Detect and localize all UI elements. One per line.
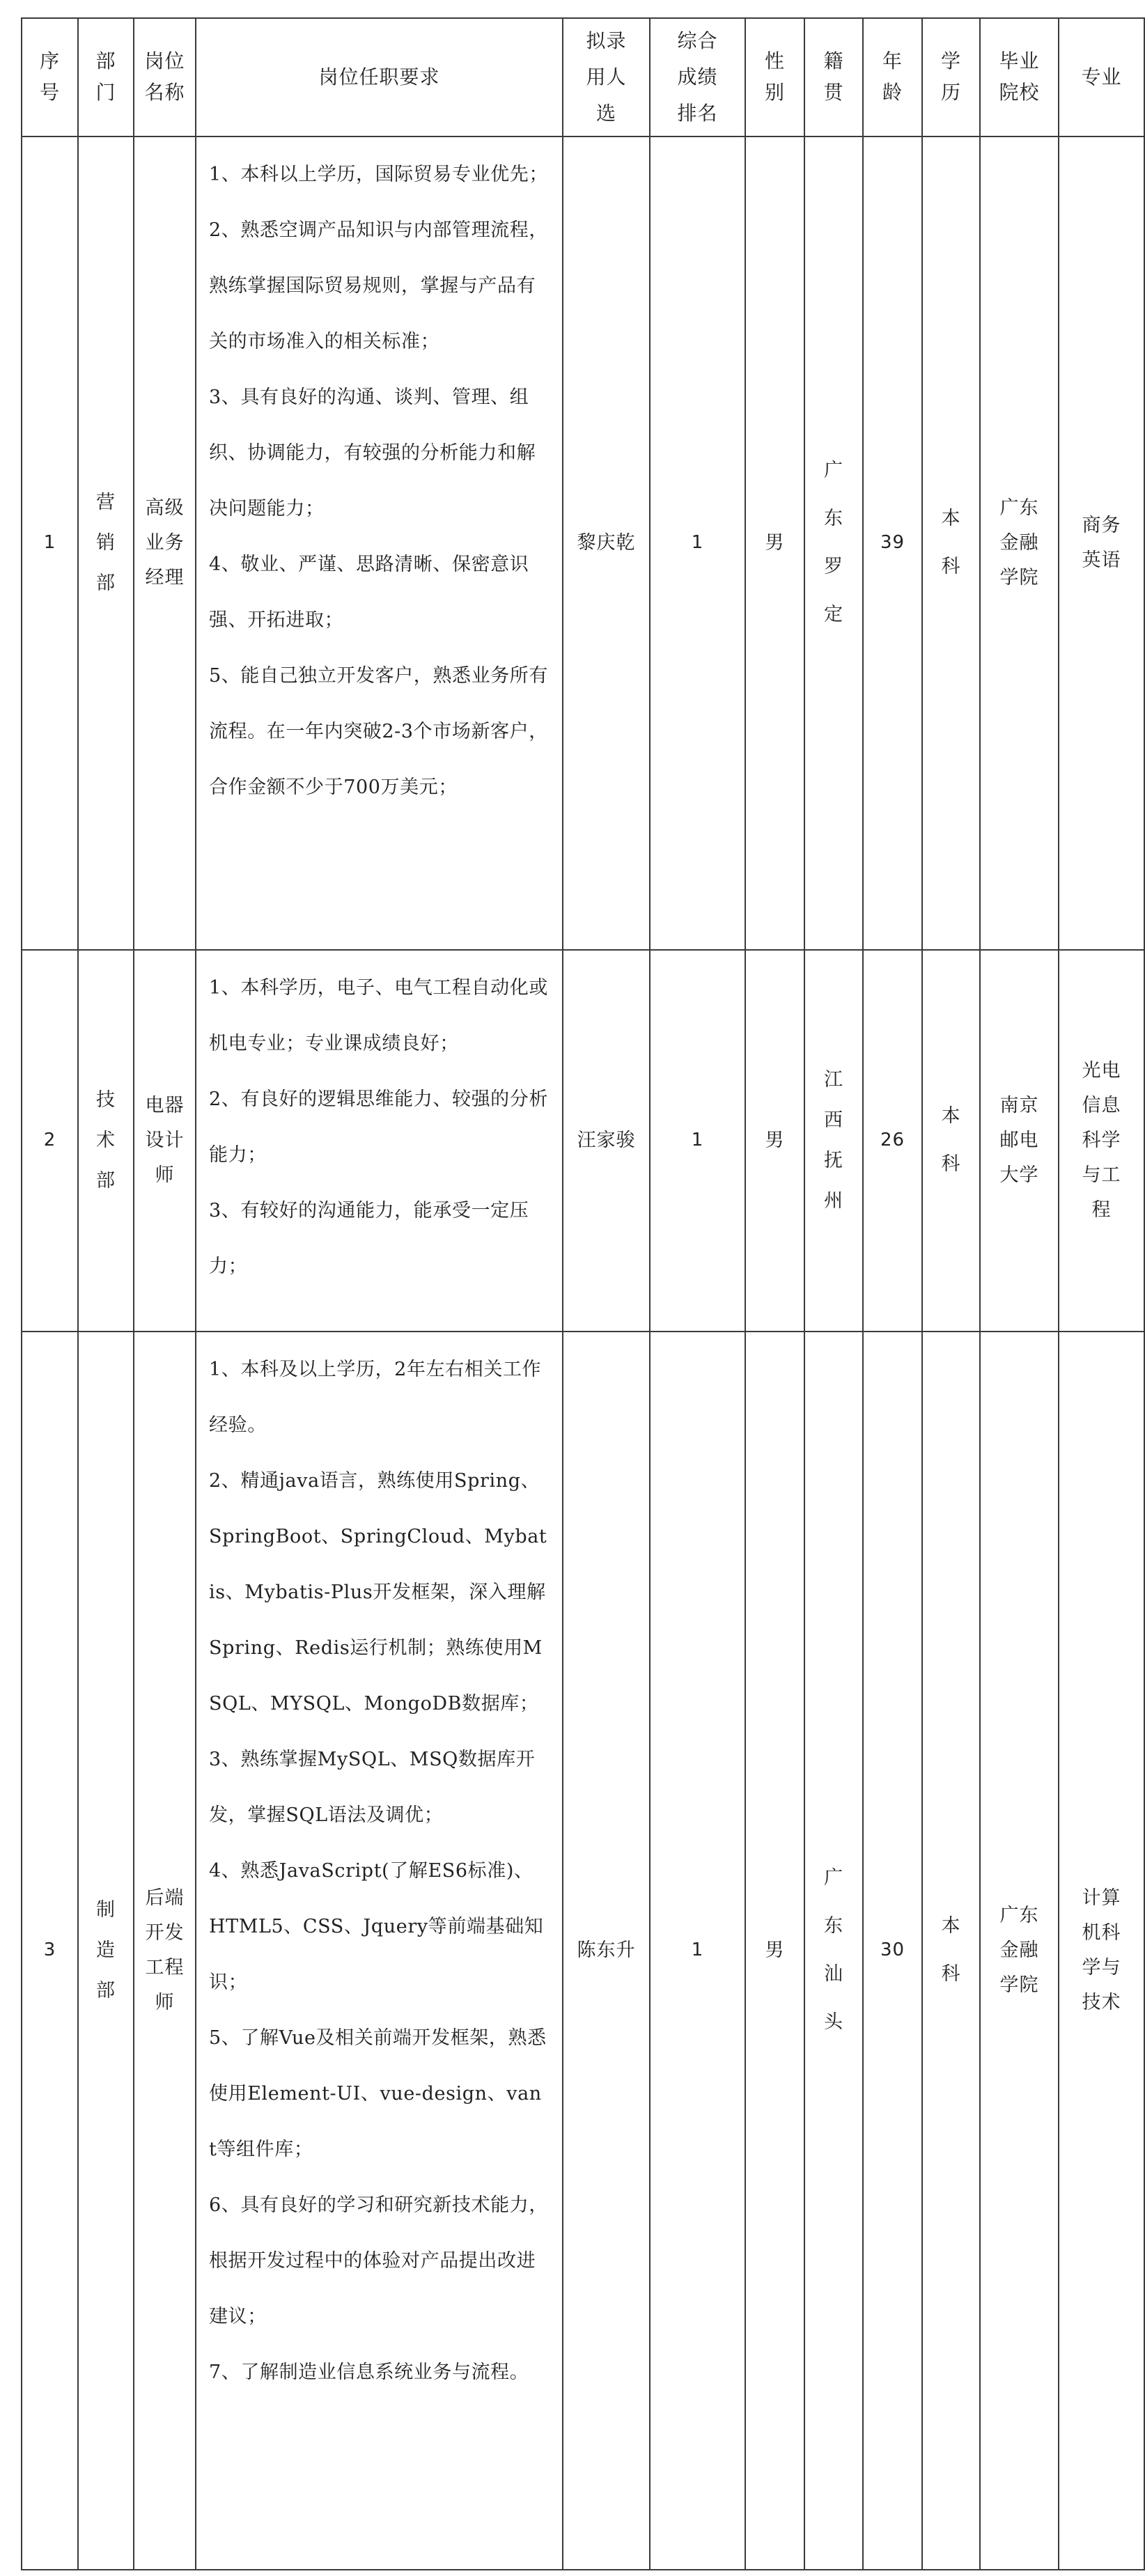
table-row: [22, 136, 1144, 950]
requirement-item: 5、能自己独立开发客户，熟悉业务所有流程。在一年内突破2-3个市场新客户，合作金额不少于700万美元；: [209, 665, 548, 798]
header-education: 学历: [922, 18, 980, 136]
requirement-item: 2、有良好的逻辑思维能力、较强的分析能力；: [209, 1088, 548, 1166]
cell-candidate: 陈东升: [563, 1332, 650, 2570]
cell-gender: 男: [745, 950, 804, 1332]
cell-requirements: [196, 136, 563, 950]
cell-position: 电器设计师: [134, 950, 196, 1332]
requirement-item: 3、具有良好的沟通、谈判、管理、组织、协调能力，有较强的分析能力和解决问题能力；: [209, 387, 536, 520]
hiring-table: [21, 17, 1145, 2570]
cell-dept: 营销部: [78, 136, 134, 950]
requirement-item: 2、精通java语言，熟练使用Spring、SpringBoot、SpringCloud、Mybatis、Mybatis-Plus开发框架，深入理解Spring、Redis运行机制；熟练使用MSQL、MYSQL、MongoDB数据库；: [209, 1470, 547, 1715]
requirement-item: 1、本科及以上学历，2年左右相关工作经验。: [209, 1359, 542, 1436]
header-age: 年龄: [863, 18, 922, 136]
header-major: 专业: [1059, 18, 1144, 136]
cell-origin: 江西抚州: [804, 950, 863, 1332]
cell-seq: 1: [22, 136, 78, 950]
header-requirements: 岗位任职要求: [196, 18, 563, 136]
requirement-item: 3、熟练掌握MySQL、MSQ数据库开发，掌握SQL语法及调优；: [209, 1749, 536, 1826]
cell-rank: 1: [650, 1332, 745, 2570]
cell-school: 广东金融学院: [980, 136, 1059, 950]
header-candidate: 拟录用人选: [563, 18, 650, 136]
requirement-item: 7、了解制造业信息系统业务与流程。: [209, 2362, 529, 2383]
requirement-item: 4、敬业、严谨、思路清晰、保密意识强、开拓进取；: [209, 554, 529, 631]
requirement-item: 2、熟悉空调产品知识与内部管理流程，熟练掌握国际贸易规则，掌握与产品有关的市场准入的相关标准；: [209, 219, 548, 352]
cell-age: 26: [863, 950, 922, 1332]
cell-seq: 3: [22, 1332, 78, 2570]
cell-education: 本科: [922, 1332, 980, 2570]
header-seq: 序号: [22, 18, 78, 136]
cell-age: 30: [863, 1332, 922, 2570]
cell-school: 广东金融学院: [980, 1332, 1059, 2570]
cell-dept: 技术部: [78, 950, 134, 1332]
cell-position: 后端开发工程师: [134, 1332, 196, 2570]
cell-school: 南京邮电大学: [980, 950, 1059, 1332]
cell-seq: 2: [22, 950, 78, 1332]
requirement-item: 1、本科以上学历，国际贸易专业优先；: [209, 164, 548, 185]
requirement-item: 6、具有良好的学习和研究新技术能力，根据开发过程中的体验对产品提出改进建议；: [209, 2194, 548, 2327]
header-position: 岗位名称: [134, 18, 196, 136]
cell-dept: 制造部: [78, 1332, 134, 2570]
cell-major: 计算机科学与技术: [1059, 1332, 1144, 2570]
cell-origin: 广东罗定: [804, 136, 863, 950]
table-row: [22, 950, 1144, 1332]
requirement-item: 3、有较好的沟通能力，能承受一定压力；: [209, 1200, 529, 1277]
cell-major: 光电信息科学与工程: [1059, 950, 1144, 1332]
header-dept: 部门: [78, 18, 134, 136]
header-rank: 综合成绩排名: [650, 18, 745, 136]
header-gender: 性别: [745, 18, 804, 136]
requirement-item: 4、熟悉JavaScript(了解ES6标准)、HTML5、CSS、Jquery等前端基础知识；: [209, 1860, 544, 1993]
cell-position: 高级业务经理: [134, 136, 196, 950]
cell-major: 商务英语: [1059, 136, 1144, 950]
cell-requirements: [196, 1332, 563, 2570]
cell-gender: 男: [745, 136, 804, 950]
header-row: [22, 18, 1144, 136]
cell-rank: 1: [650, 950, 745, 1332]
cell-candidate: 汪家骏: [563, 950, 650, 1332]
cell-education: 本科: [922, 136, 980, 950]
header-school: 毕业院校: [980, 18, 1059, 136]
requirement-item: 1、本科学历，电子、电气工程自动化或机电专业；专业课成绩良好；: [209, 977, 548, 1054]
cell-education: 本科: [922, 950, 980, 1332]
cell-origin: 广东汕头: [804, 1332, 863, 2570]
requirement-item: 5、了解Vue及相关前端开发框架，熟悉使用Element-UI、vue-design、vant等组件库；: [209, 2027, 547, 2160]
header-origin: 籍贯: [804, 18, 863, 136]
cell-rank: 1: [650, 136, 745, 950]
cell-candidate: 黎庆乾: [563, 136, 650, 950]
cell-age: 39: [863, 136, 922, 950]
cell-gender: 男: [745, 1332, 804, 2570]
cell-requirements: [196, 950, 563, 1332]
table-row: [22, 1332, 1144, 2570]
